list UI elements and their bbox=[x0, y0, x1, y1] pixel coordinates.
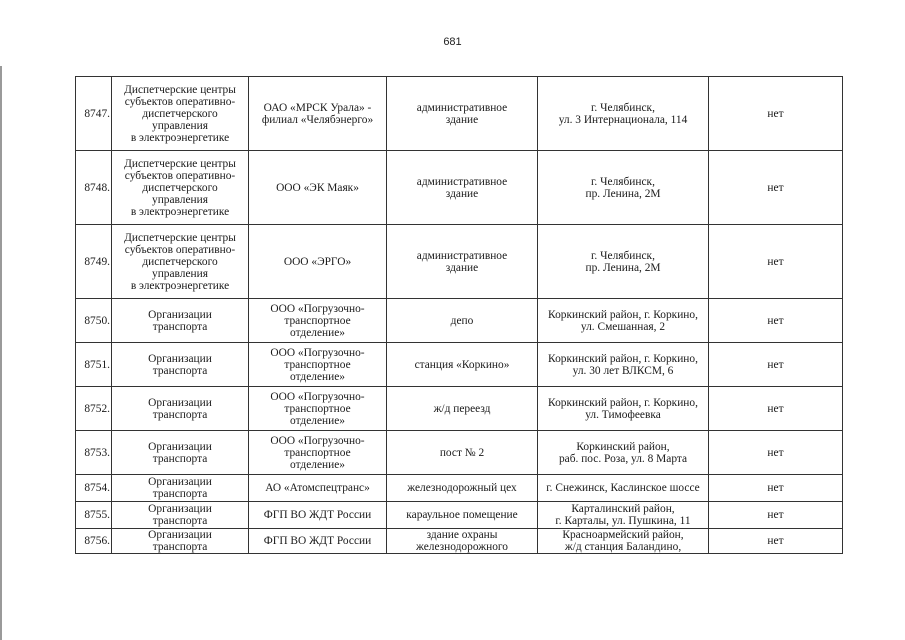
row-number: 8749. bbox=[76, 225, 112, 299]
address-cell: Карталинский район, г. Карталы, ул. Пушкина, 11 bbox=[538, 502, 709, 529]
flag-cell: нет bbox=[709, 77, 843, 151]
row-number: 8754. bbox=[76, 475, 112, 502]
row-number: 8755. bbox=[76, 502, 112, 529]
table-row bbox=[76, 475, 843, 502]
object-cell: здание охраны железнодорожного bbox=[387, 529, 538, 554]
table-row bbox=[76, 502, 843, 529]
category-cell: Организации транспорта bbox=[112, 529, 249, 554]
table-row bbox=[76, 431, 843, 475]
flag-cell: нет bbox=[709, 151, 843, 225]
address-cell: Коркинский район, раб. пос. Роза, ул. 8 Марта bbox=[538, 431, 709, 475]
category-cell: Организации транспорта bbox=[112, 387, 249, 431]
row-number: 8752. bbox=[76, 387, 112, 431]
object-cell: станция «Коркино» bbox=[387, 343, 538, 387]
flag-cell: нет bbox=[709, 343, 843, 387]
address-cell: г. Челябинск, ул. 3 Интернационала, 114 bbox=[538, 77, 709, 151]
address-cell: Коркинский район, г. Коркино, ул. 30 лет ВЛКСМ, 6 bbox=[538, 343, 709, 387]
category-cell: Организации транспорта bbox=[112, 502, 249, 529]
table-row bbox=[76, 343, 843, 387]
object-cell: железнодорожный цех bbox=[387, 475, 538, 502]
flag-cell: нет bbox=[709, 529, 843, 554]
address-cell: Коркинский район, г. Коркино, ул. Смешанная, 2 bbox=[538, 299, 709, 343]
row-number: 8750. bbox=[76, 299, 112, 343]
row-number: 8751. bbox=[76, 343, 112, 387]
category-cell: Организации транспорта bbox=[112, 343, 249, 387]
address-cell: Красноармейский район, ж/д станция Баландино, bbox=[538, 529, 709, 554]
organization-cell: ФГП ВО ЖДТ России bbox=[249, 502, 387, 529]
organization-cell: ООО «ЭРГО» bbox=[249, 225, 387, 299]
flag-cell: нет bbox=[709, 299, 843, 343]
category-cell: Диспетчерские центры субъектов оперативно- диспетчерского управления в электроэнергетике bbox=[112, 151, 249, 225]
row-number: 8748. bbox=[76, 151, 112, 225]
category-cell: Организации транспорта bbox=[112, 431, 249, 475]
flag-cell: нет bbox=[709, 502, 843, 529]
table-row bbox=[76, 225, 843, 299]
object-cell: ж/д переезд bbox=[387, 387, 538, 431]
organization-cell: ООО «Погрузочно- транспортное отделение» bbox=[249, 343, 387, 387]
object-cell: административное здание bbox=[387, 151, 538, 225]
category-cell: Диспетчерские центры субъектов оперативно- диспетчерского управления в электроэнергетике bbox=[112, 77, 249, 151]
object-cell: депо bbox=[387, 299, 538, 343]
object-cell: караульное помещение bbox=[387, 502, 538, 529]
organization-cell: АО «Атомспецтранс» bbox=[249, 475, 387, 502]
page-number: 681 bbox=[443, 36, 462, 48]
organization-cell: ОАО «МРСК Урала» - филиал «Челябэнерго» bbox=[249, 77, 387, 151]
object-cell: пост № 2 bbox=[387, 431, 538, 475]
organization-cell: ООО «ЭК Маяк» bbox=[249, 151, 387, 225]
table-row bbox=[76, 77, 843, 151]
organization-cell: ООО «Погрузочно- транспортное отделение» bbox=[249, 387, 387, 431]
organization-cell: ФГП ВО ЖДТ России bbox=[249, 529, 387, 554]
object-cell: административное здание bbox=[387, 225, 538, 299]
table-row bbox=[76, 387, 843, 431]
address-cell: г. Челябинск, пр. Ленина, 2М bbox=[538, 151, 709, 225]
flag-cell: нет bbox=[709, 225, 843, 299]
row-number: 8756. bbox=[76, 529, 112, 554]
page-left-edge bbox=[0, 66, 2, 640]
registry-table bbox=[75, 76, 843, 554]
row-number: 8747. bbox=[76, 77, 112, 151]
flag-cell: нет bbox=[709, 475, 843, 502]
category-cell: Организации транспорта bbox=[112, 475, 249, 502]
table-row bbox=[76, 151, 843, 225]
object-cell: административное здание bbox=[387, 77, 538, 151]
category-cell: Диспетчерские центры субъектов оперативно- диспетчерского управления в электроэнергетике bbox=[112, 225, 249, 299]
organization-cell: ООО «Погрузочно- транспортное отделение» bbox=[249, 431, 387, 475]
row-number: 8753. bbox=[76, 431, 112, 475]
category-cell: Организации транспорта bbox=[112, 299, 249, 343]
flag-cell: нет bbox=[709, 431, 843, 475]
flag-cell: нет bbox=[709, 387, 843, 431]
table-row bbox=[76, 299, 843, 343]
organization-cell: ООО «Погрузочно- транспортное отделение» bbox=[249, 299, 387, 343]
table-row bbox=[76, 529, 843, 554]
address-cell: г. Челябинск, пр. Ленина, 2М bbox=[538, 225, 709, 299]
address-cell: Коркинский район, г. Коркино, ул. Тимофеевка bbox=[538, 387, 709, 431]
address-cell: г. Снежинск, Каслинское шоссе bbox=[538, 475, 709, 502]
